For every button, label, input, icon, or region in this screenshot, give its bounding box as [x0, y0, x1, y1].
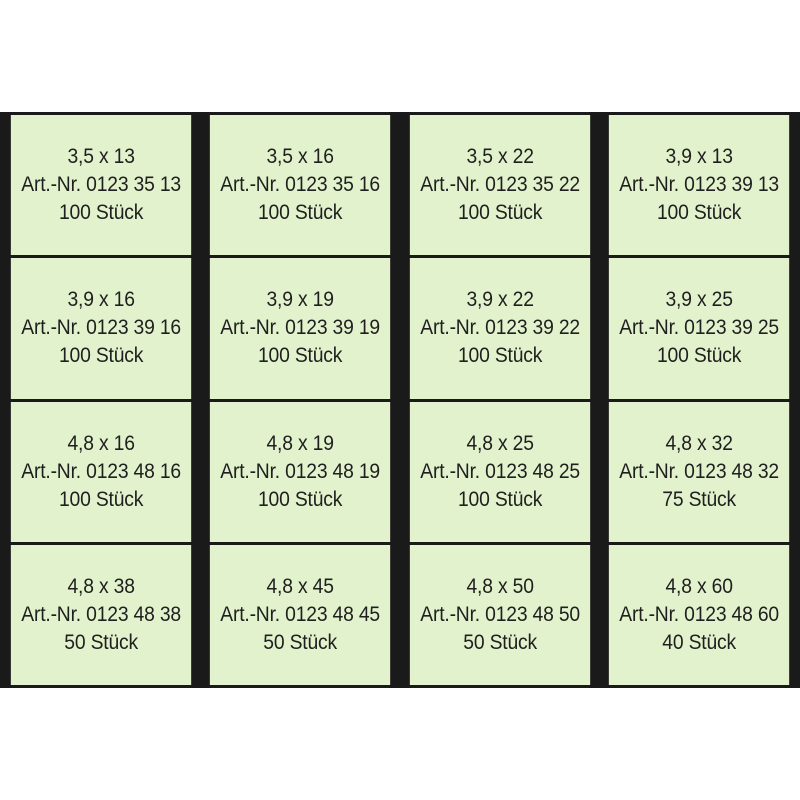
cell-article-number: Art.-Nr. 0123 48 16	[21, 459, 181, 483]
cell-size: 3,9 x 16	[67, 288, 135, 312]
grid-cell	[609, 545, 790, 685]
grid-cell	[210, 115, 391, 255]
cell-quantity: 100 Stück	[457, 201, 542, 225]
cell-article-number: Art.-Nr. 0123 39 13	[618, 173, 779, 197]
grid-cell	[210, 258, 391, 398]
grid-cell	[11, 115, 192, 255]
cell-quantity: 100 Stück	[457, 344, 542, 368]
cell-size: 4,8 x 38	[67, 574, 135, 598]
cell-size: 3,9 x 19	[266, 288, 335, 312]
cell-size: 3,9 x 13	[665, 145, 733, 169]
cell-quantity: 100 Stück	[258, 487, 343, 511]
cell-size: 3,5 x 16	[266, 145, 335, 169]
assortment-grid	[0, 112, 800, 688]
grid-cell	[210, 402, 391, 542]
grid-cell	[409, 402, 590, 542]
grid-cell	[11, 402, 192, 542]
grid-cell	[409, 115, 590, 255]
grid-cell	[609, 115, 790, 255]
cell-article-number: Art.-Nr. 0123 35 16	[220, 173, 381, 197]
cell-size: 4,8 x 32	[665, 431, 733, 455]
cell-quantity: 40 Stück	[662, 630, 736, 654]
cell-article-number: Art.-Nr. 0123 48 25	[419, 459, 580, 483]
grid-cell	[409, 545, 590, 685]
cell-size: 4,8 x 19	[266, 431, 335, 455]
grid-cell	[11, 258, 192, 398]
cell-size: 4,8 x 50	[465, 574, 534, 598]
cell-article-number: Art.-Nr. 0123 39 22	[419, 316, 580, 340]
grid-cell	[609, 258, 790, 398]
cell-quantity: 100 Stück	[656, 344, 742, 368]
cell-article-number: Art.-Nr. 0123 48 32	[618, 459, 779, 483]
cell-article-number: Art.-Nr. 0123 48 60	[618, 602, 779, 626]
cell-article-number: Art.-Nr. 0123 35 22	[419, 173, 580, 197]
cell-quantity: 50 Stück	[462, 630, 537, 654]
cell-article-number: Art.-Nr. 0123 39 25	[618, 316, 779, 340]
cell-article-number: Art.-Nr. 0123 48 45	[220, 602, 381, 626]
cell-quantity: 100 Stück	[258, 201, 343, 225]
cell-quantity: 100 Stück	[58, 344, 144, 368]
cell-size: 4,8 x 60	[665, 574, 733, 598]
cell-quantity: 100 Stück	[58, 487, 144, 511]
cell-quantity: 100 Stück	[457, 487, 542, 511]
cell-quantity: 50 Stück	[263, 630, 338, 654]
cell-size: 3,9 x 25	[665, 288, 733, 312]
cell-quantity: 100 Stück	[258, 344, 343, 368]
cell-article-number: Art.-Nr. 0123 35 13	[21, 173, 181, 197]
grid-cell	[210, 545, 391, 685]
cell-size: 3,5 x 22	[465, 145, 534, 169]
cell-article-number: Art.-Nr. 0123 48 19	[220, 459, 381, 483]
cell-quantity: 50 Stück	[64, 630, 138, 654]
cell-article-number: Art.-Nr. 0123 48 50	[419, 602, 580, 626]
grid-cell	[609, 402, 790, 542]
cell-article-number: Art.-Nr. 0123 39 19	[220, 316, 381, 340]
cell-size: 4,8 x 45	[266, 574, 335, 598]
cell-size: 4,8 x 25	[465, 431, 534, 455]
grid-cell	[409, 258, 590, 398]
cell-quantity: 100 Stück	[656, 201, 742, 225]
cell-size: 3,9 x 22	[465, 288, 534, 312]
cell-article-number: Art.-Nr. 0123 48 38	[21, 602, 181, 626]
cell-quantity: 100 Stück	[58, 201, 144, 225]
cell-article-number: Art.-Nr. 0123 39 16	[21, 316, 181, 340]
cell-size: 3,5 x 13	[67, 145, 135, 169]
cell-size: 4,8 x 16	[67, 431, 135, 455]
grid-cell	[11, 545, 192, 685]
cell-quantity: 75 Stück	[662, 487, 736, 511]
